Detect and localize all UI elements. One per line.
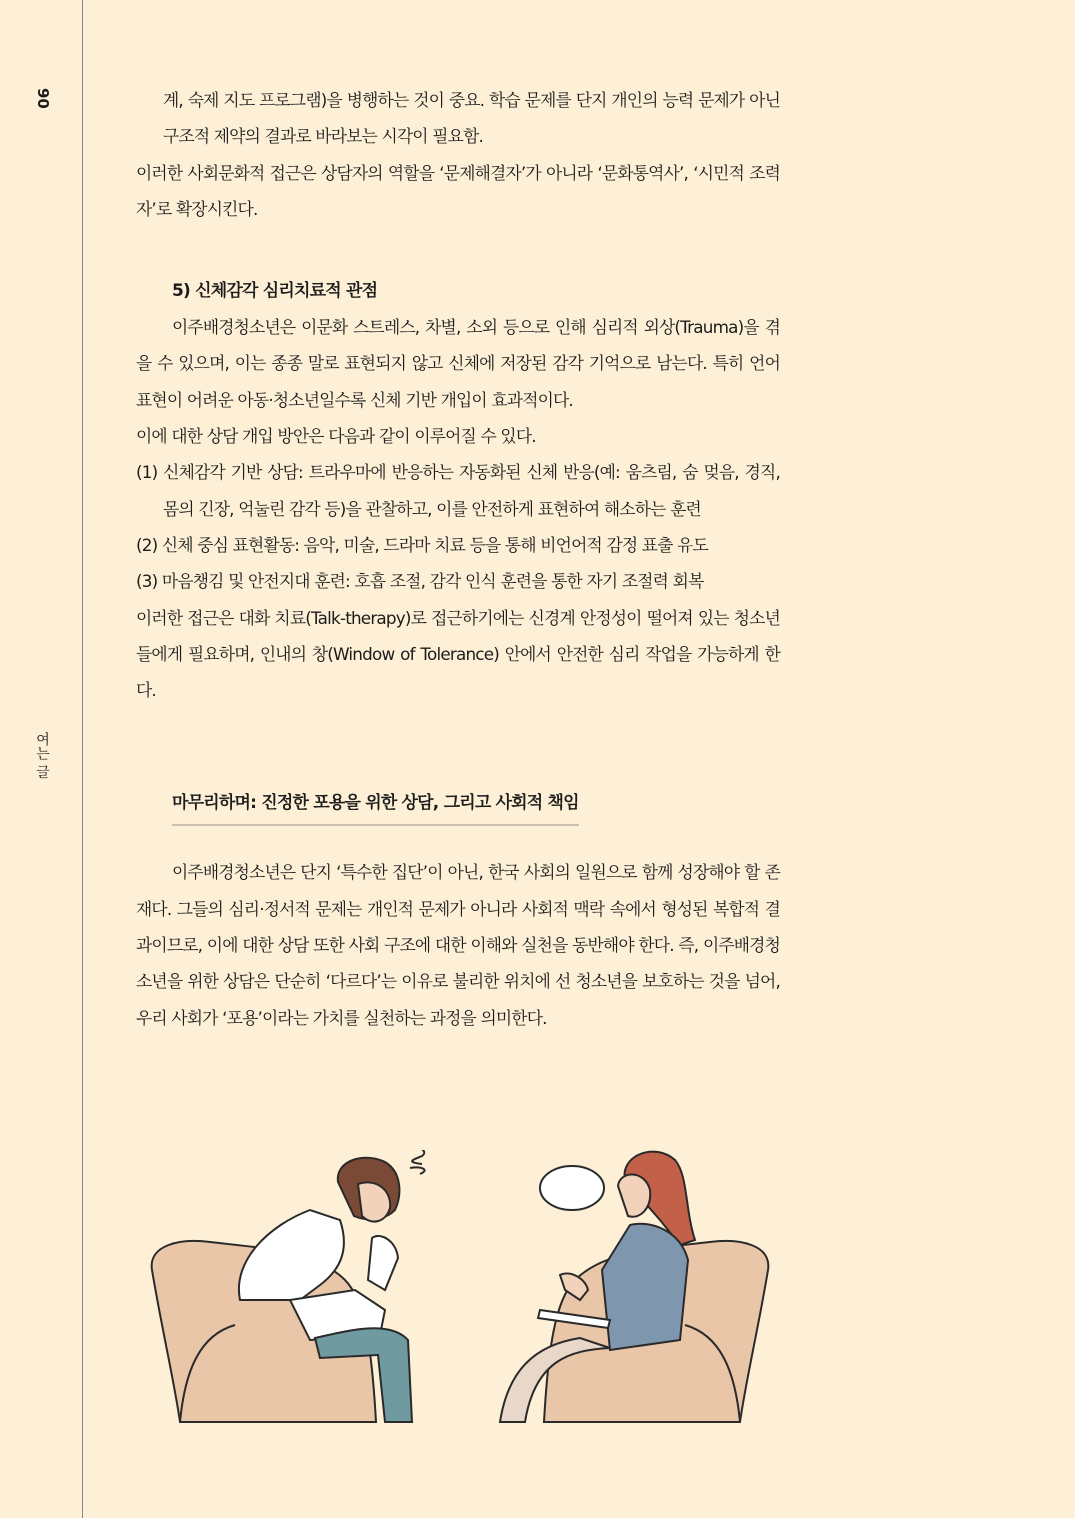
list-item: (1) 신체감각 기반 상담: 트라우마에 반응하는 자동화된 신체 반응(예: 움츠림, 숨 멎음, 경직, 몸의 긴장, 억눌린 감각 등)을 관찰하고, 이를 안전하게 표현하여 해소하는 훈련: [136, 462, 780, 519]
margin-divider-line: [82, 0, 83, 1518]
page-content: [136, 82, 780, 1036]
continued-list-item: 계, 숙제 지도 프로그램)을 병행하는 것이 중요. 학습 문제를 단지 개인의 능력 문제가 아닌 구조적 제약의 결과로 바라보는 시각이 필요함.: [163, 90, 780, 147]
closing-heading: 마무리하며: 진정한 포용을 위한 상담, 그리고 사회적 책임: [172, 788, 579, 826]
list-item: (2) 신체 중심 표현활동: 음악, 미술, 드라마 치료 등을 통해 비언어적 감정 표출 유도: [136, 534, 708, 555]
page-number: 90: [34, 88, 52, 109]
closing-paragraph: 이주배경청소년은 단지 ‘특수한 집단’이 아닌, 한국 사회의 일원으로 함께 성장해야 할 존재다. 그들의 심리·정서적 문제는 개인적 문제가 아니라 사회적 맥락 속에서 형성된 복합적 결과이므로, 이에 대한 상담 또한 사회 구조에 대한 이해와 실천을 동반해야 한다. 즉, 이주배경청소년을 위한 상담은 단순히 ‘다르다’는 이유로 불리한 위치에 선 청소년을 보호하는 것을 넘어, 우리 사회가 ‘포용’이라는 가치를 실천하는 과정을 의미한다.: [136, 862, 780, 1028]
intro-summary-paragraph: 이러한 사회문화적 접근은 상담자의 역할을 ‘문제해결자’가 아니라 ‘문화통역사’, ‘시민적 조력자’로 확장시킨다.: [136, 162, 780, 219]
list-item: (3) 마음챙김 및 안전지대 훈련: 호흡 조절, 감각 인식 훈련을 통한 자기 조절력 회복: [136, 571, 704, 592]
section-5-paragraph-1: 이주배경청소년은 이문화 스트레스, 차별, 소외 등으로 인해 심리적 외상(Trauma)을 겪을 수 있으며, 이는 종종 말로 표현되지 않고 신체에 저장된 감각 기억으로 남는다. 특히 언어 표현이 어려운 아동·청소년일수록 신체 기반 개입이 효과적이다.: [136, 317, 780, 410]
section-5-paragraph-3: 이러한 접근은 대화 치료(Talk-therapy)로 접근하기에는 신경계 안정성이 떨어져 있는 청소년들에게 필요하며, 인내의 창(Window of Tolerance) 안에서 안전한 심리 작업을 가능하게 한다.: [136, 607, 780, 701]
speech-bubble: [540, 1166, 604, 1210]
counseling-session-illustration: [140, 1150, 780, 1430]
section-tab-label: 여는 글: [34, 732, 50, 779]
section-5-heading: 5) 신체감각 심리치료적 관점: [172, 281, 378, 302]
section-5-paragraph-2: 이에 대한 상담 개입 방안은 다음과 같이 이루어질 수 있다.: [136, 426, 536, 447]
